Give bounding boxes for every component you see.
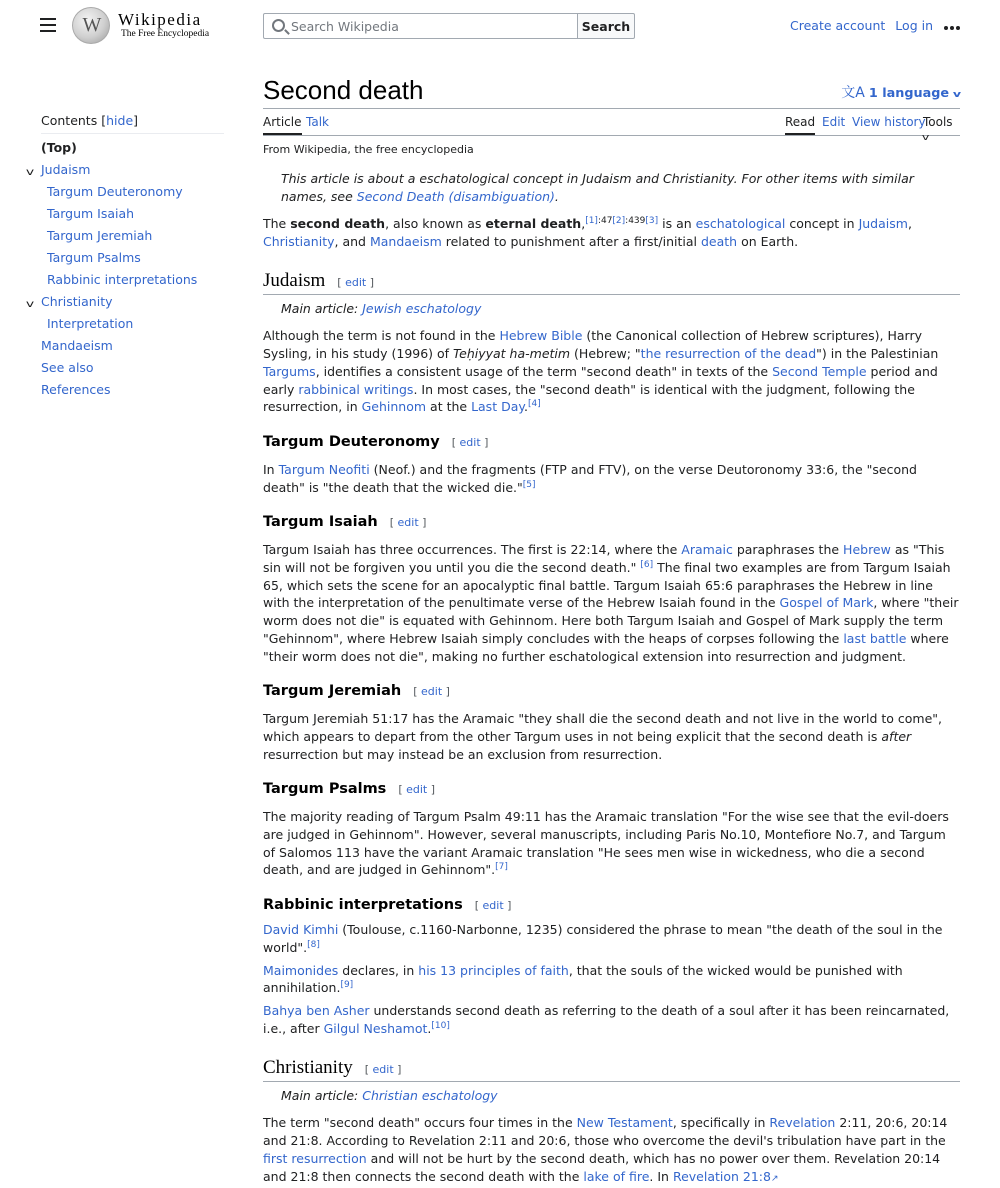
wikipedia-globe-logo[interactable]: W	[72, 7, 110, 44]
search-box	[263, 13, 578, 39]
toc-item-rabbinic-interpretations[interactable]: Rabbinic interpretations	[41, 269, 224, 291]
chevron-down-icon[interactable]: v	[26, 294, 34, 316]
isaiah-paragraph: Targum Isaiah has three occurrences. The first is 22:14, where the Aramaic paraphrases the Hebrew as "This sin will not be forgiven you until you die the second death." [6] The final two examples are from Targum Isaiah 65, which sets the scene for an apocalyptic final battle. Targum Isaiah 65:6 paraphrases the Hebrew in line with the interpretation of the penultimate verse of the Hebrew Isaiah found in the Gospel of Mark, where "their worm does not die" is equated with Gehinnom. Here both Targum Isaiah and Gospel of Mark supply the term "Gehinnom", where Hebrew Isaiah simply concludes with the heaps of corpses following the last battle where "their worm does not die", making no further eschatological extension into resurrection and judgment.	[263, 541, 960, 665]
section-heading-christianity: Christianity [ edit ]	[263, 1055, 960, 1082]
toc-item-top[interactable]: (Top)	[41, 137, 224, 159]
table-of-contents	[41, 113, 224, 401]
section-heading-targum-psalms: Targum Psalms [ edit ]	[263, 779, 960, 799]
tab-edit[interactable]: Edit	[822, 115, 845, 129]
toc-title: Contents	[41, 113, 97, 128]
toc-item-interpretation[interactable]: Interpretation	[41, 313, 224, 335]
page-title: Second death	[263, 72, 960, 108]
main-menu-icon[interactable]	[40, 18, 56, 32]
section-heading-rabbinic-interpretations: Rabbinic interpretations [ edit ]	[263, 895, 960, 915]
tab-article[interactable]: Article	[263, 115, 302, 135]
search-input[interactable]	[291, 17, 571, 35]
tab-view-history[interactable]: View history	[852, 115, 926, 129]
kimhi-paragraph: David Kimhi (Toulouse, c.1160-Narbonne, 1235) considered the phrase to mean "the death of the soul in the world".[8]	[263, 921, 960, 956]
external-link-icon: ↗	[771, 1171, 779, 1188]
tab-read[interactable]: Read	[785, 115, 815, 135]
section-heading-targum-isaiah: Targum Isaiah [ edit ]	[263, 512, 960, 532]
wikipedia-wordmark[interactable]: Wikipedia	[118, 10, 202, 30]
toc-item-see-also[interactable]: See also	[41, 357, 224, 379]
edit-section-link[interactable]: edit	[345, 276, 366, 289]
create-account-link[interactable]: Create account	[790, 18, 885, 33]
toc-item-mandaeism[interactable]: Mandaeism	[41, 335, 224, 357]
main-article-note: Main article: Christian eschatology	[263, 1087, 960, 1105]
site-header	[0, 0, 1000, 52]
chevron-down-icon[interactable]: v	[26, 162, 34, 184]
chevron-down-icon: v	[953, 90, 961, 100]
christianity-paragraph: The term "second death" occurs four times in the New Testament, specifically in Revelation 2:11, 20:6, 20:14 and 21:8. According to Revelation 2:11 and 20:6, those who overcome the devil's tribulation have part in the first resurrection and will not be hurt by the second death, which has no power over them. Revelation 20:14 and 21:8 then connects the second death with the lake of fire. In Revelation 21:8↗	[263, 1114, 960, 1188]
toc-item-targum-psalms[interactable]: Targum Psalms	[41, 247, 224, 269]
section-heading-targum-jeremiah: Targum Jeremiah [ edit ]	[263, 681, 960, 701]
judaism-paragraph: Although the term is not found in the Hebrew Bible (the Canonical collection of Hebrew scriptures), Harry Sysling, in his study (1996) of Teḥiyyat ha-metim (Hebrew; "the resurrection of the dead") in the Palestinian Targums, identifies a consistent usage of the term "second death" in texts of the Second Temple period and early rabbinical writings. In most cases, the "second death" is identical with the judgment, following the resurrection, in Gehinnom at the Last Day.[4]	[263, 327, 960, 416]
toc-header: Contents [hide]	[41, 113, 224, 134]
jeremiah-paragraph: Targum Jeremiah 51:17 has the Aramaic "they shall die the second death and not live in the world to come", which appears to depart from the other Targum uses in not being explicit that the second death is after resurrection but may instead be an exclusion from resurrection.	[263, 710, 960, 763]
more-options-icon[interactable]	[944, 24, 962, 30]
article-content	[263, 72, 960, 1188]
toc-item-targum-jeremiah[interactable]: Targum Jeremiah	[41, 225, 224, 247]
language-button[interactable]: 文A 1 language v	[841, 82, 960, 102]
hatnote: This article is about a eschatological concept in Judaism and Christianity. For other items with similar names, see Second Death (disambiguation).	[263, 170, 960, 206]
lead-paragraph: The second death, also known as eternal death,[1]:47[2]:439[3] is an eschatological concept in Judaism, Christianity, and Mandaeism related to punishment after a first/initial death on Earth.	[263, 215, 960, 250]
maimonides-paragraph: Maimonides declares, in his 13 principles of faith, that the souls of the wicked would be punished with annihilation.[9]	[263, 962, 960, 997]
tools-menu[interactable]: Tools v	[923, 115, 960, 143]
toc-item-targum-deuteronomy[interactable]: Targum Deuteronomy	[41, 181, 224, 203]
asher-paragraph: Bahya ben Asher understands second death as referring to the death of a soul after it has been reincarnated, i.e., after Gilgul Neshamot.[10]	[263, 1002, 960, 1037]
tab-talk[interactable]: Talk	[306, 115, 329, 129]
toc-hide-link[interactable]: hide	[106, 113, 133, 128]
toc-item-targum-isaiah[interactable]: Targum Isaiah	[41, 203, 224, 225]
log-in-link[interactable]: Log in	[895, 18, 933, 33]
search-button[interactable]: Search	[577, 13, 635, 39]
wikipedia-tagline: The Free Encyclopedia	[121, 29, 209, 39]
toc-item-references[interactable]: References	[41, 379, 224, 401]
chevron-down-icon: v	[922, 133, 929, 143]
section-heading-judaism: Judaism [ edit ]	[263, 268, 960, 295]
toc-item-judaism[interactable]: v Judaism	[41, 159, 224, 181]
section-heading-targum-deuteronomy: Targum Deuteronomy [ edit ]	[263, 432, 960, 452]
psalms-paragraph: The majority reading of Targum Psalm 49:11 has the Aramaic translation "For the wise see that the evil-doers are judged in Gehinnom". However, several manuscripts, including Paris No.10, Montefiore No.7, and Targum of Salomos 113 have the variant Aramaic translation "He sees men wise in wickedness, who die a second death, and are judged in Gehinnom".[7]	[263, 808, 960, 879]
disambiguation-link[interactable]: Second Death (disambiguation)	[357, 189, 555, 204]
page-tabs	[263, 108, 960, 136]
site-sub: From Wikipedia, the free encyclopedia	[263, 143, 960, 156]
main-article-note: Main article: Jewish eschatology	[263, 300, 960, 318]
user-links	[784, 18, 933, 33]
language-icon: 文A	[841, 82, 865, 102]
deuteronomy-paragraph: In Targum Neofiti (Neof.) and the fragments (FTP and FTV), on the verse Deutoronomy 33:6, the "second death" is "the death that the wicked die."[5]	[263, 461, 960, 496]
search-icon	[272, 19, 285, 32]
toc-item-christianity[interactable]: v Christianity	[41, 291, 224, 313]
